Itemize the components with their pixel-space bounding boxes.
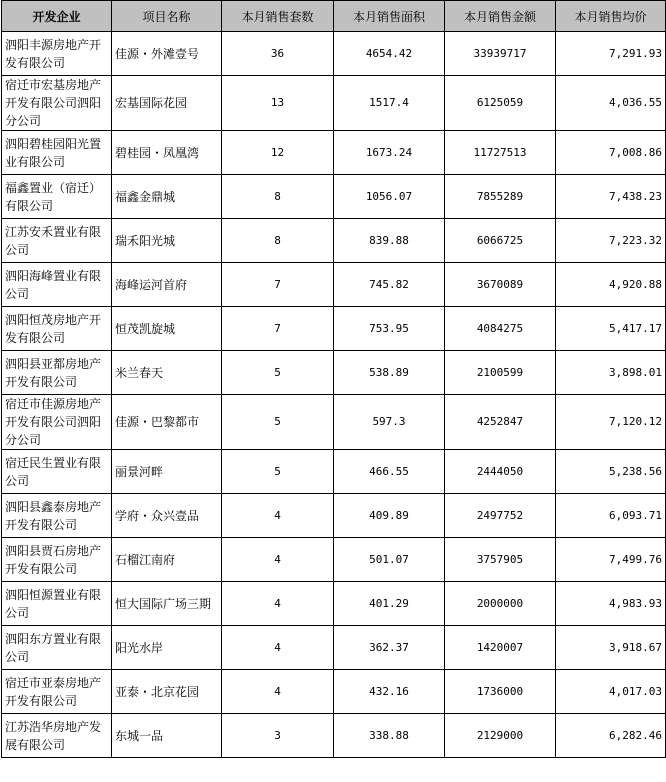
cell-units: 36 — [222, 32, 334, 76]
cell-area: 432.16 — [334, 670, 445, 714]
cell-units: 7 — [222, 263, 334, 307]
table-row — [2, 307, 666, 351]
table-row — [2, 582, 666, 626]
cell-area: 839.88 — [334, 219, 445, 263]
cell-company: 福鑫置业（宿迁）有限公司 — [2, 175, 112, 219]
cell-avg-price: 4,036.55 — [556, 76, 666, 131]
cell-amount: 33939717 — [445, 32, 556, 76]
cell-company: 泗阳海峰置业有限公司 — [2, 263, 112, 307]
cell-avg-price: 3,918.67 — [556, 626, 666, 670]
cell-project: 瑞禾阳光城 — [112, 219, 222, 263]
table-row — [2, 263, 666, 307]
cell-units: 4 — [222, 538, 334, 582]
cell-units: 5 — [222, 450, 334, 494]
cell-company: 江苏浩华房地产发展有限公司 — [2, 714, 112, 758]
cell-project: 佳源・巴黎都市 — [112, 395, 222, 450]
table-row — [2, 395, 666, 450]
cell-amount: 1736000 — [445, 670, 556, 714]
cell-project: 佳源・外滩壹号 — [112, 32, 222, 76]
cell-project: 东城一品 — [112, 714, 222, 758]
table-row — [2, 76, 666, 131]
cell-avg-price: 6,093.71 — [556, 494, 666, 538]
cell-amount: 6066725 — [445, 219, 556, 263]
cell-avg-price: 7,291.93 — [556, 32, 666, 76]
cell-units: 7 — [222, 307, 334, 351]
cell-project: 宏基国际花园 — [112, 76, 222, 131]
cell-project: 丽景河畔 — [112, 450, 222, 494]
cell-project: 亚泰・北京花园 — [112, 670, 222, 714]
cell-amount: 3670089 — [445, 263, 556, 307]
cell-units: 4 — [222, 626, 334, 670]
table-body — [2, 32, 666, 758]
table-header — [2, 1, 666, 32]
cell-avg-price: 3,898.01 — [556, 351, 666, 395]
cell-units: 4 — [222, 582, 334, 626]
cell-company: 泗阳碧桂园阳光置业有限公司 — [2, 131, 112, 175]
cell-units: 13 — [222, 76, 334, 131]
cell-area: 597.3 — [334, 395, 445, 450]
cell-units: 8 — [222, 219, 334, 263]
table-row — [2, 219, 666, 263]
table-row — [2, 450, 666, 494]
table-row — [2, 32, 666, 76]
cell-avg-price: 7,499.76 — [556, 538, 666, 582]
cell-amount: 1420007 — [445, 626, 556, 670]
cell-amount: 2000000 — [445, 582, 556, 626]
header-units: 本月销售套数 — [222, 1, 334, 32]
cell-company: 江苏安禾置业有限公司 — [2, 219, 112, 263]
cell-units: 5 — [222, 395, 334, 450]
cell-company: 宿迁市佳源房地产开发有限公司泗阳分公司 — [2, 395, 112, 450]
cell-area: 538.89 — [334, 351, 445, 395]
cell-company: 宿迁民生置业有限公司 — [2, 450, 112, 494]
cell-company: 泗阳东方置业有限公司 — [2, 626, 112, 670]
cell-area: 409.89 — [334, 494, 445, 538]
cell-company: 泗阳丰源房地产开发有限公司 — [2, 32, 112, 76]
cell-project: 阳光水岸 — [112, 626, 222, 670]
cell-area: 362.37 — [334, 626, 445, 670]
cell-project: 米兰春天 — [112, 351, 222, 395]
cell-amount: 2100599 — [445, 351, 556, 395]
header-avg-price: 本月销售均价 — [556, 1, 666, 32]
cell-project: 福鑫金鼎城 — [112, 175, 222, 219]
cell-company: 宿迁市宏基房地产开发有限公司泗阳分公司 — [2, 76, 112, 131]
cell-company: 泗阳恒源置业有限公司 — [2, 582, 112, 626]
cell-avg-price: 7,120.12 — [556, 395, 666, 450]
cell-units: 4 — [222, 670, 334, 714]
table-row — [2, 131, 666, 175]
cell-units: 5 — [222, 351, 334, 395]
header-company: 开发企业 — [2, 1, 112, 32]
cell-amount: 11727513 — [445, 131, 556, 175]
cell-company: 泗阳县贾石房地产开发有限公司 — [2, 538, 112, 582]
cell-units: 4 — [222, 494, 334, 538]
cell-company: 泗阳恒茂房地产开发有限公司 — [2, 307, 112, 351]
cell-avg-price: 4,920.88 — [556, 263, 666, 307]
cell-area: 745.82 — [334, 263, 445, 307]
cell-area: 401.29 — [334, 582, 445, 626]
cell-company: 泗阳县亚都房地产开发有限公司 — [2, 351, 112, 395]
cell-amount: 4084275 — [445, 307, 556, 351]
cell-project: 学府・众兴壹品 — [112, 494, 222, 538]
cell-project: 碧桂园・凤凰湾 — [112, 131, 222, 175]
cell-avg-price: 4,983.93 — [556, 582, 666, 626]
cell-area: 1056.07 — [334, 175, 445, 219]
cell-area: 4654.42 — [334, 32, 445, 76]
header-row — [2, 1, 666, 32]
cell-amount: 4252847 — [445, 395, 556, 450]
header-area: 本月销售面积 — [334, 1, 445, 32]
cell-company: 泗阳县鑫泰房地产开发有限公司 — [2, 494, 112, 538]
cell-amount: 2444050 — [445, 450, 556, 494]
cell-avg-price: 6,282.46 — [556, 714, 666, 758]
cell-area: 753.95 — [334, 307, 445, 351]
cell-area: 1517.4 — [334, 76, 445, 131]
cell-project: 石榴江南府 — [112, 538, 222, 582]
cell-area: 338.88 — [334, 714, 445, 758]
table-row — [2, 626, 666, 670]
cell-avg-price: 7,008.86 — [556, 131, 666, 175]
table-row — [2, 538, 666, 582]
cell-area: 1673.24 — [334, 131, 445, 175]
cell-avg-price: 4,017.03 — [556, 670, 666, 714]
cell-avg-price: 7,438.23 — [556, 175, 666, 219]
cell-units: 12 — [222, 131, 334, 175]
cell-amount: 2129000 — [445, 714, 556, 758]
cell-amount: 2497752 — [445, 494, 556, 538]
header-amount: 本月销售金额 — [445, 1, 556, 32]
cell-area: 501.07 — [334, 538, 445, 582]
cell-avg-price: 5,417.17 — [556, 307, 666, 351]
cell-project: 海峰运河首府 — [112, 263, 222, 307]
cell-amount: 7855289 — [445, 175, 556, 219]
table-row — [2, 175, 666, 219]
cell-area: 466.55 — [334, 450, 445, 494]
table-row — [2, 351, 666, 395]
cell-amount: 3757905 — [445, 538, 556, 582]
table-row — [2, 670, 666, 714]
cell-units: 8 — [222, 175, 334, 219]
header-project: 项目名称 — [112, 1, 222, 32]
table-row — [2, 714, 666, 758]
cell-amount: 6125059 — [445, 76, 556, 131]
cell-project: 恒茂凯旋城 — [112, 307, 222, 351]
cell-avg-price: 7,223.32 — [556, 219, 666, 263]
cell-units: 3 — [222, 714, 334, 758]
cell-company: 宿迁市亚泰房地产开发有限公司 — [2, 670, 112, 714]
cell-avg-price: 5,238.56 — [556, 450, 666, 494]
table-row — [2, 494, 666, 538]
sales-table — [1, 0, 666, 758]
cell-project: 恒大国际广场三期 — [112, 582, 222, 626]
